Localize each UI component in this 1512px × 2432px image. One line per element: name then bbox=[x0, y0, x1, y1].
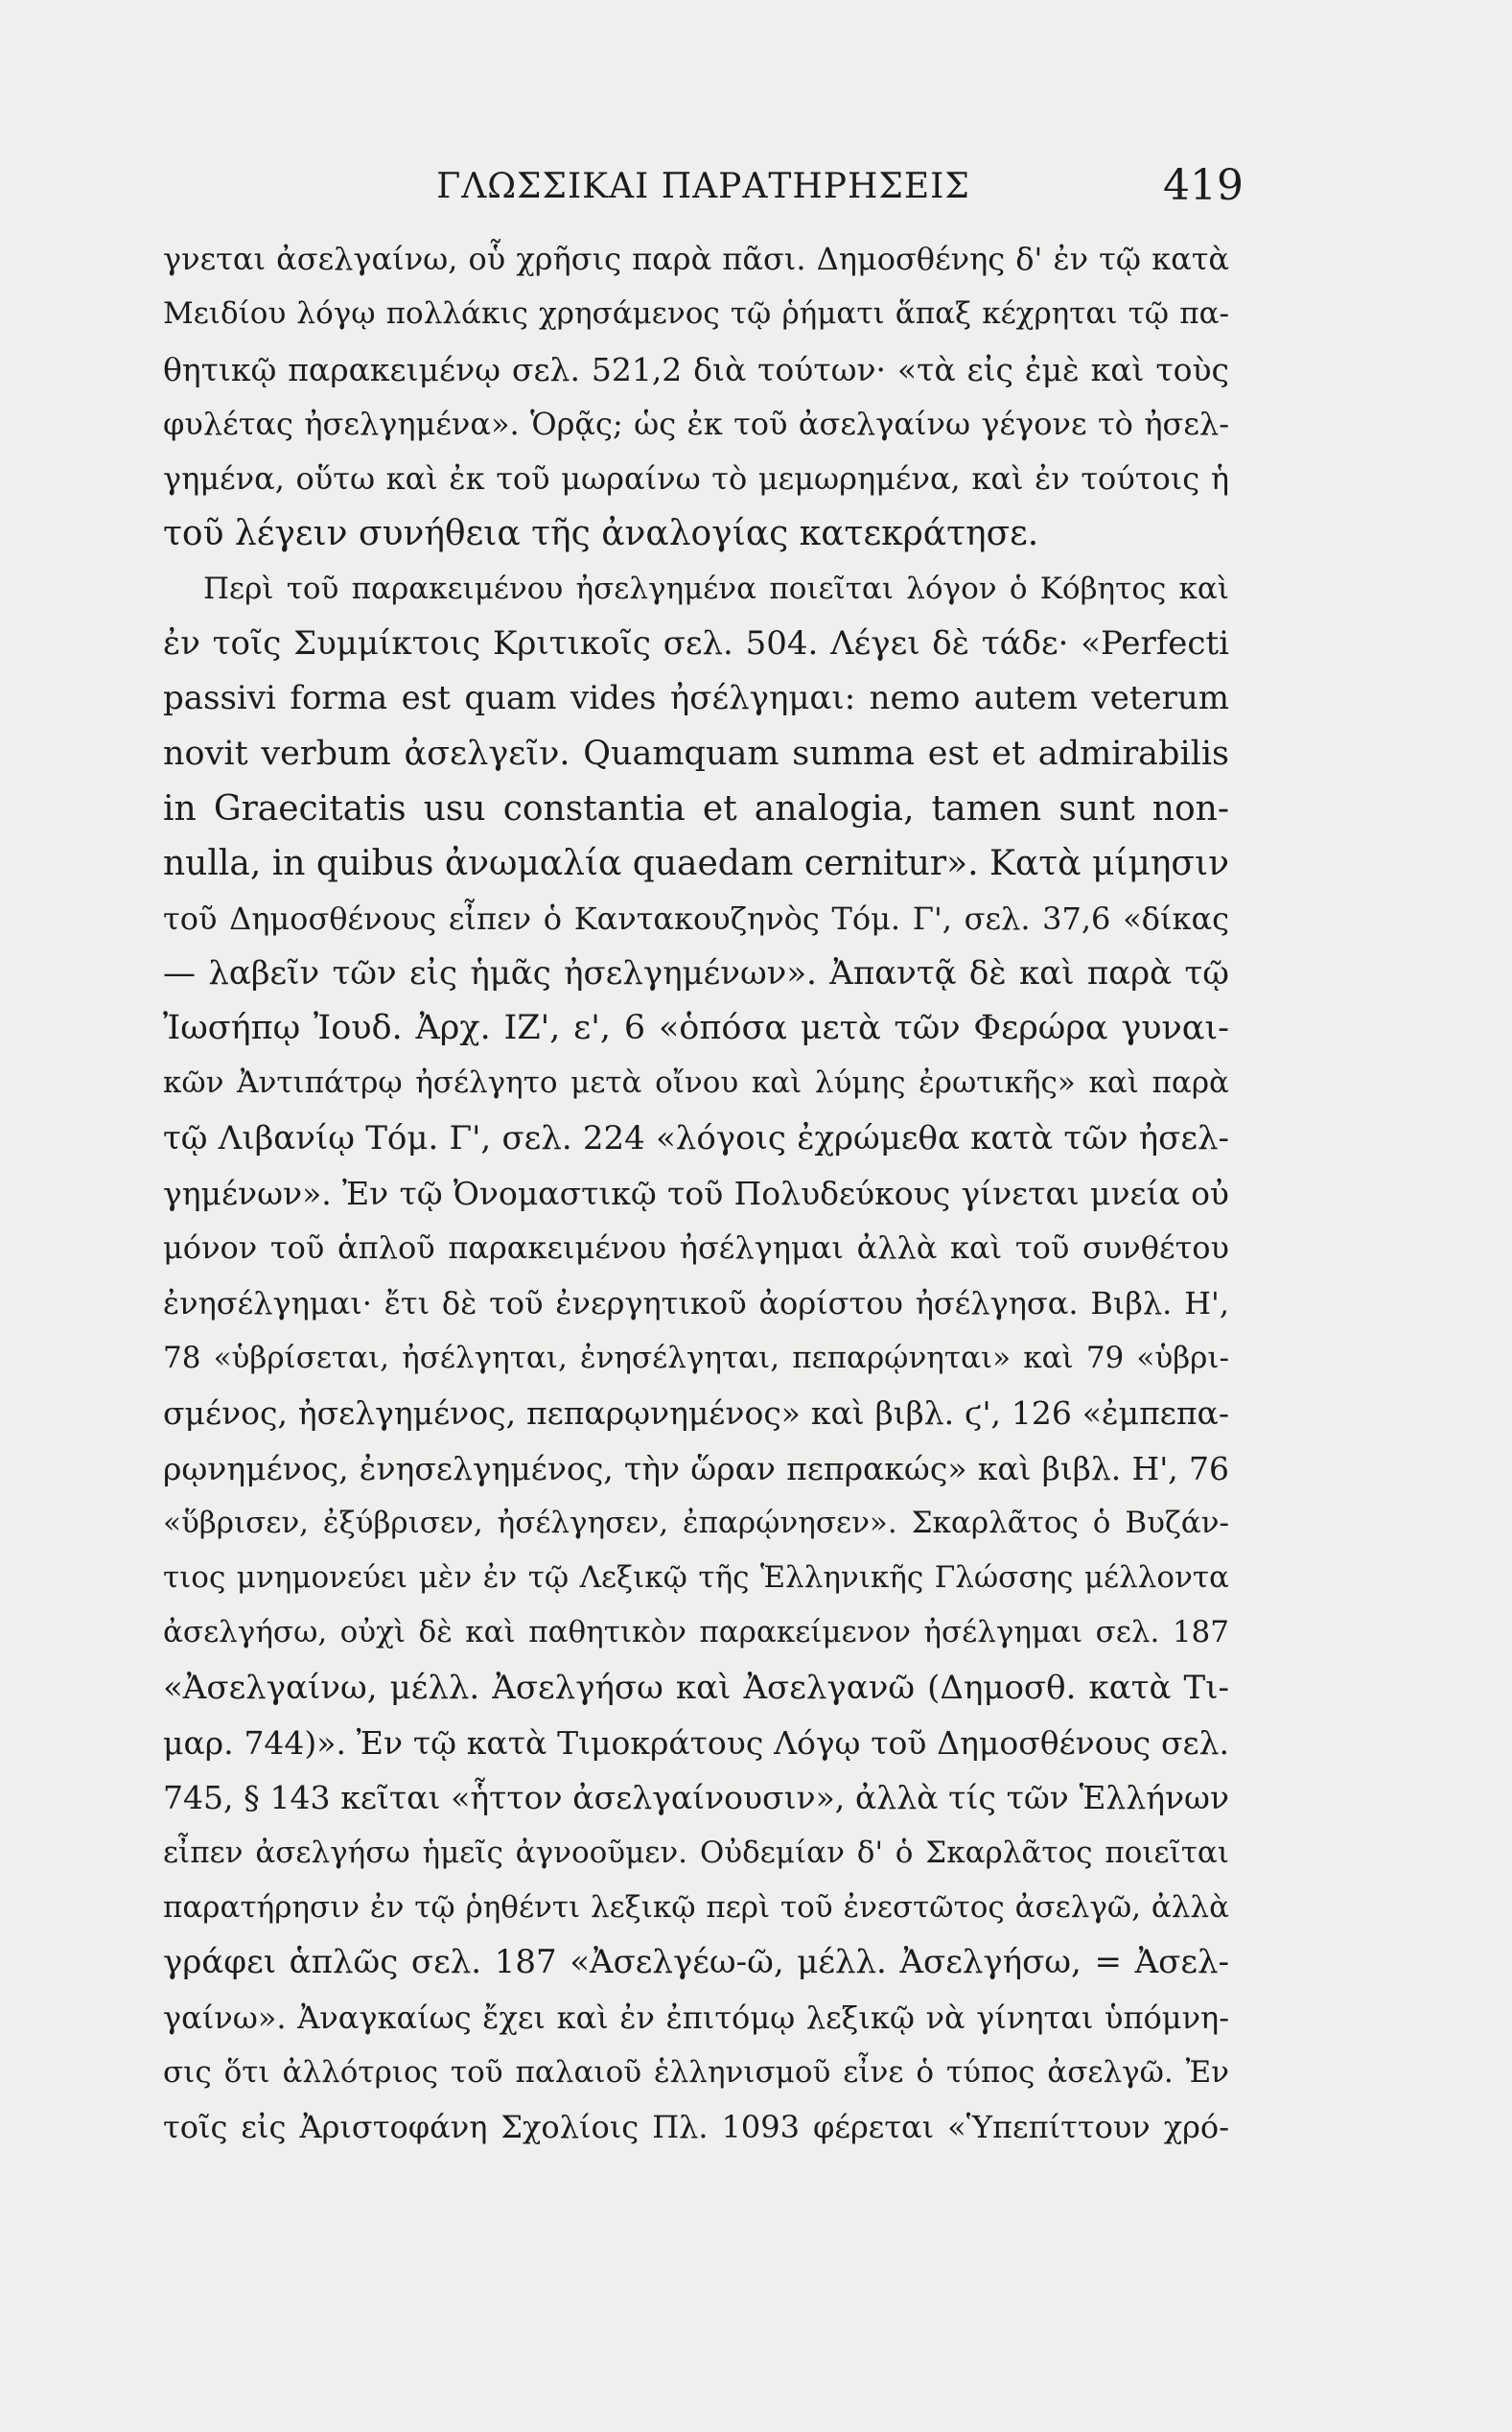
text-line: nulla, in quibus ἀνωμαλία quaedam cernitur». Κατὰ μίμησιν bbox=[163, 844, 1229, 884]
text-line: ρῳνημένος, ἐνησελγημένος, τὴν ὥραν πεπρακώς» καὶ βιβλ. Η', 76 bbox=[163, 1449, 1229, 1487]
running-head: ΓΛΩΣΣΙΚΑΙ ΠΑΡΑΤΗΡΗΣΕΙΣ bbox=[436, 167, 970, 206]
text-line: γνεται ἀσελγαίνω, οὗ χρῆσις παρὰ πᾶσι. Δημοσθένης δ' ἐν τῷ κατὰ bbox=[163, 241, 1229, 277]
text-line: passivi forma est quam vides ἠσέλγημαι: nemo autem veterum bbox=[163, 679, 1229, 718]
text-line: τοῦ λέγειν συνήθεια τῆς ἀναλογίας κατεκράτησε. bbox=[163, 514, 1039, 554]
text-line: μόνον τοῦ ἁπλοῦ παρακειμένου ἠσέλγημαι ἀλλὰ καὶ τοῦ συνθέτου bbox=[163, 1229, 1229, 1267]
text-line: 78 «ὑβρίσεται, ἠσέλγηται, ἐνησέλγηται, πεπαρῴνηται» καὶ 79 «ὑβρι- bbox=[163, 1340, 1229, 1375]
body-text bbox=[163, 232, 1229, 2155]
text-line: 745, § 143 κεῖται «ἧττον ἀσελγαίνουσιν», ἀλλὰ τίς τῶν Ἑλλήνων bbox=[163, 1779, 1229, 1817]
text-line: κῶν Ἀντιπάτρῳ ἠσέλγητο μετὰ οἴνου καὶ λύμης ἐρωτικῆς» καὶ παρὰ bbox=[163, 1065, 1229, 1101]
page-header bbox=[163, 161, 1244, 219]
text-line: τοῦ Δημοσθένους εἶπεν ὁ Καντακουζηνὸς Τόμ. Γ', σελ. 37,6 «δίκας bbox=[163, 900, 1229, 937]
text-line: ἐνησέλγημαι· ἔτι δὲ τοῦ ἐνεργητικοῦ ἀορίστου ἠσέλγησα. Βιβλ. Η', bbox=[163, 1284, 1229, 1321]
text-line: σις ὅτι ἀλλότριος τοῦ παλαιοῦ ἑλληνισμοῦ εἶνε ὁ τύπος ἀσελγῶ. Ἐν bbox=[163, 2054, 1229, 2090]
text-line: «ὕβρισεν, ἐξύβρισεν, ἠσέλγησεν, ἐπαρῴνησεν». Σκαρλᾶτος ὁ Βυζάν- bbox=[163, 1505, 1229, 1540]
text-line: φυλέτας ἠσελγημένα». Ὁρᾷς; ὡς ἐκ τοῦ ἀσελγαίνω γέγονε τὸ ἠσελ- bbox=[163, 405, 1229, 442]
text-line: Περὶ τοῦ παρακειμένου ἠσελγημένα ποιεῖται λόγον ὁ Κόβητος καὶ bbox=[203, 571, 1229, 606]
text-line: σμένος, ἠσελγημένος, πεπαρῳνημένος» καὶ βιβλ. ϛ', 126 «ἐμπεπα- bbox=[163, 1394, 1229, 1433]
text-line: novit verbum ἀσελγεῖν. Quamquam summa est et admirabilis bbox=[163, 734, 1229, 773]
text-line: θητικῷ παρακειμένῳ σελ. 521,2 διὰ τούτων· «τὰ εἰς ἐμὲ καὶ τοὺς bbox=[163, 350, 1229, 388]
text-line: μαρ. 744)». Ἐν τῷ κατὰ Τιμοκράτους Λόγῳ τοῦ Δημοσθένους σελ. bbox=[163, 1724, 1229, 1763]
text-line: γημένα, οὕτω καὶ ἐκ τοῦ μωραίνω τὸ μεμωρημένα, καὶ ἐν τούτοις ἡ bbox=[163, 460, 1229, 498]
text-line: ἐν τοῖς Συμμίκτοις Κριτικοῖς σελ. 504. Λέγει δὲ τάδε· «Perfecti bbox=[163, 624, 1229, 664]
text-line: «Ἀσελγαίνω, μέλλ. Ἀσελγήσω καὶ Ἀσελγανῶ (Δημοσθ. κατὰ Τι- bbox=[163, 1668, 1229, 1707]
page-number: 419 bbox=[1163, 161, 1244, 210]
text-line: γράφει ἁπλῶς σελ. 187 «Ἀσελγέω-ῶ, μέλλ. Ἀσελγήσω, = Ἀσελ- bbox=[163, 1943, 1229, 1982]
text-line: Ἰωσήπῳ Ἰουδ. Ἀρχ. ΙΖ', ε', 6 «ὁπόσα μετὰ τῶν Φερώρα γυναι- bbox=[163, 1009, 1229, 1048]
text-line: in Graecitatis usu constantia et analogia, tamen sunt non- bbox=[163, 788, 1229, 829]
text-line: — λαβεῖν τῶν εἰς ἡμᾶς ἠσελγημένων». Ἀπαντᾷ δὲ καὶ παρὰ τῷ bbox=[163, 953, 1229, 993]
text-line: τιος μνημονεύει μὲν ἐν τῷ Λεξικῷ τῆς Ἑλληνικῆς Γλώσσης μέλλοντα bbox=[163, 1560, 1229, 1596]
text-line: τοῖς εἰς Ἀριστοφάνη Σχολίοις Πλ. 1093 φέρεται «Ὑπεπίττουν χρό- bbox=[163, 2109, 1229, 2146]
text-line: Μειδίου λόγῳ πολλάκις χρησάμενος τῷ ῥήματι ἅπαξ κέχρηται τῷ πα- bbox=[163, 296, 1229, 332]
text-line: γαίνω». Ἀναγκαίως ἔχει καὶ ἐν ἐπιτόμῳ λεξικῷ νὰ γίνηται ὑπόμνη- bbox=[163, 1999, 1229, 2036]
text-line: ἀσελγήσω, οὐχὶ δὲ καὶ παθητικὸν παρακείμενον ἠσέλγημαι σελ. 187 bbox=[163, 1615, 1229, 1650]
text-line: παρατήρησιν ἐν τῷ ῥηθέντι λεξικῷ περὶ τοῦ ἐνεστῶτος ἀσελγῶ, ἀλλὰ bbox=[163, 1889, 1229, 1925]
text-line: γημένων». Ἐν τῷ Ὀνομαστικῷ τοῦ Πολυδεύκους γίνεται μνεία οὐ bbox=[163, 1175, 1229, 1213]
text-line: τῷ Λιβανίῳ Τόμ. Γ', σελ. 224 «λόγοις ἐχρώμεθα κατὰ τῶν ἠσελ- bbox=[163, 1118, 1229, 1158]
text-line: εἶπεν ἀσελγήσω ἡμεῖς ἀγνοοῦμεν. Οὐδεμίαν δ' ὁ Σκαρλᾶτος ποιεῖται bbox=[163, 1835, 1229, 1870]
